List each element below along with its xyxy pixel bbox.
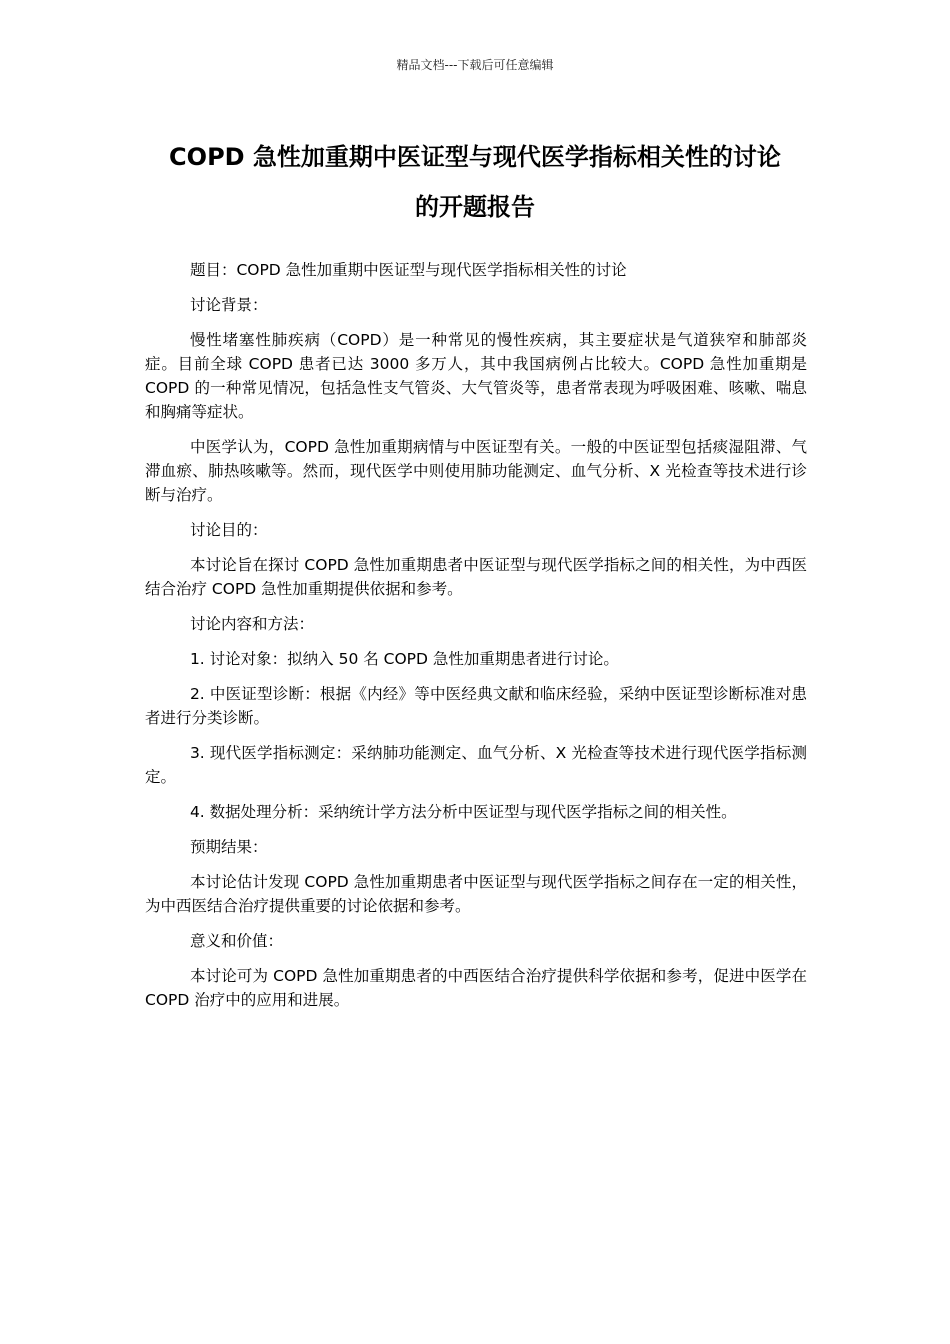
- paragraph-significance: 本讨论可为 COPD 急性加重期患者的中西医结合治疗提供科学依据和参考，促进中医学在 COPD 治疗中的应用和进展。: [145, 967, 807, 1009]
- method-item-4: 4. 数据处理分析：采纳统计学方法分析中医证型与现代医学指标之间的相关性。: [189, 803, 737, 821]
- method-item-2: 2. 中医证型诊断：根据《内经》等中医经典文献和临床经验，采纳中医证型诊断标准对患者进行分类诊断。: [145, 685, 807, 727]
- paragraph-background-1: 慢性堵塞性肺疾病（COPD）是一种常见的慢性疾病，其主要症状是气道狭窄和肺部炎症。目前全球 COPD 患者已达 3000 多万人，其中我国病例占比较大。COPD 急性加重期是 COPD 的一种常见情况，包括急性支气管炎、大气管炎等，患者常表现为呼吸困难、咳嗽、喘息和胸痛等症状。: [145, 331, 807, 421]
- topic-line: 题目：COPD 急性加重期中医证型与现代医学指标相关性的讨论: [189, 261, 627, 279]
- method-item-1: 1. 讨论对象：拟纳入 50 名 COPD 急性加重期患者进行讨论。: [189, 650, 619, 668]
- document-title: [140, 132, 810, 232]
- header-note: 精品文档---下载后可任意编辑: [396, 58, 554, 72]
- paragraph-results: 本讨论估计发现 COPD 急性加重期患者中医证型与现代医学指标之间存在一定的相关性，为中西医结合治疗提供重要的讨论依据和参考。: [145, 873, 807, 915]
- section-heading-background: 讨论背景：: [189, 296, 268, 314]
- title-line-1: COPD 急性加重期中医证型与现代医学指标相关性的讨论: [169, 143, 781, 171]
- section-heading-significance: 意义和价值：: [189, 932, 283, 950]
- paragraph-background-2: 中医学认为，COPD 急性加重期病情与中医证型有关。一般的中医证型包括痰湿阻滞、气滞血瘀、肺热咳嗽等。然而，现代医学中则使用肺功能测定、血气分析、X 光检查等技术进行诊断与治疗。: [145, 438, 807, 504]
- document-body: [145, 258, 807, 1023]
- section-heading-results: 预期结果：: [189, 838, 268, 856]
- section-heading-purpose: 讨论目的：: [189, 521, 268, 539]
- method-item-3: 3. 现代医学指标测定：采纳肺功能测定、血气分析、X 光检查等技术进行现代医学指标测定。: [145, 744, 807, 786]
- section-heading-methods: 讨论内容和方法：: [189, 615, 314, 633]
- paragraph-purpose: 本讨论旨在探讨 COPD 急性加重期患者中医证型与现代医学指标之间的相关性，为中西医结合治疗 COPD 急性加重期提供依据和参考。: [145, 556, 807, 598]
- title-line-2: 的开题报告: [415, 193, 535, 221]
